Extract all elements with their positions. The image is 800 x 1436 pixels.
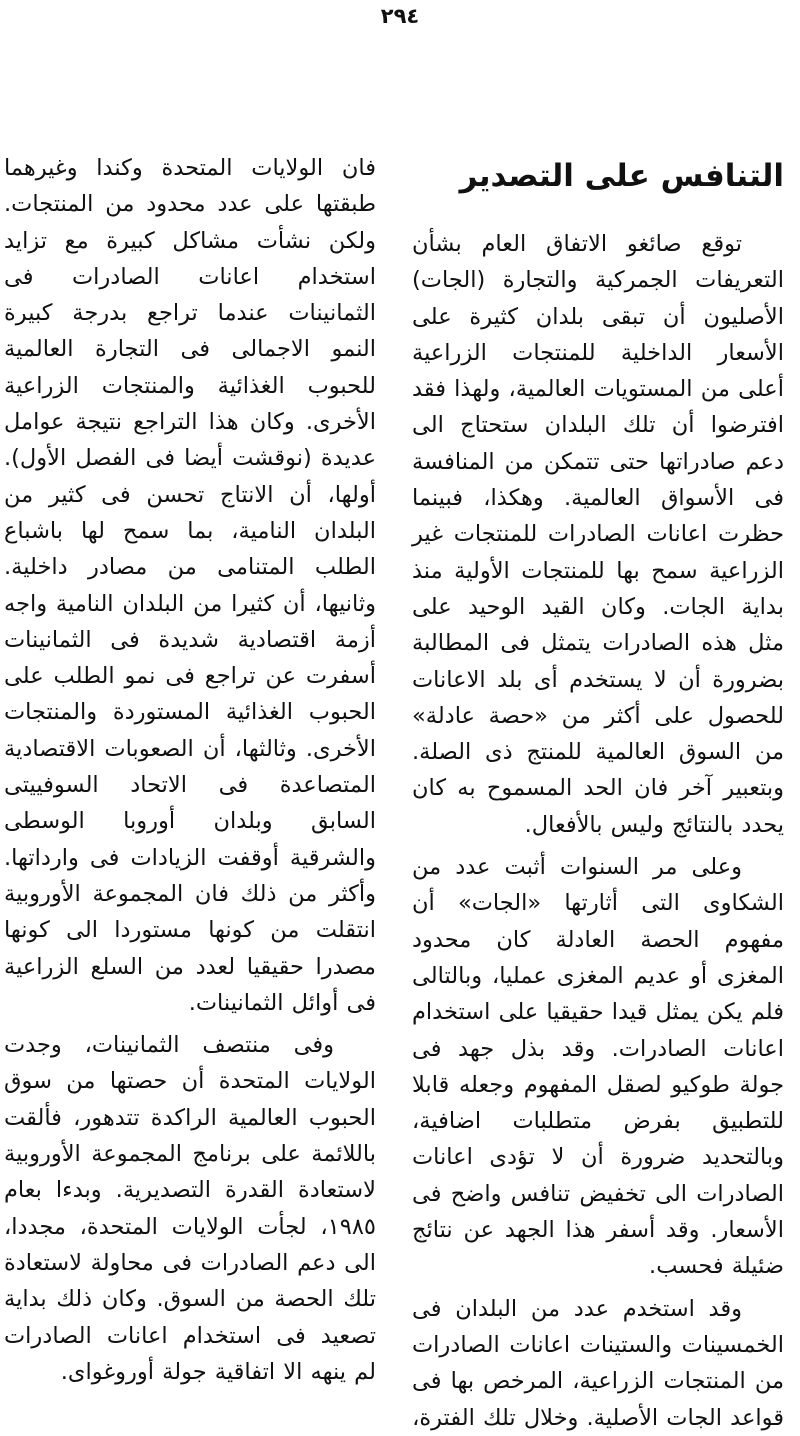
paragraph-right-3: وقد استخدم عدد من البلدان فى الخمسينات والستينات اعانات الصادرات من المنتجات الزراعية، المرخص بها فى قواعد الجات الأصلية. وخلال تلك الفترة، — [412, 1295, 784, 1431]
paragraph-right-1: توقع صائغو الاتفاق العام بشأن التعريفات الجمركية والتجارة (الجات) الأصليون أن تبقى بلدان كثيرة على الأسعار الداخلية للمنتجات الزراعية أعلى من المستويات العالمية، ولهذا فقد افترضوا أن تلك البلدان ستحتاج الى دعم صادراتها حتى تتمكن من المنافسة فى الأسواق العالمية. وهكذا، فبينما حظرت اعانات الصادرات للمنتجات غير الزراعية سمح بها للمنتجات الأولية منذ بداية الجات. وكان القيد الوحيد على مثل هذه الصادرات يتمثل فى المطالبة بضرورة أن لا يستخدم أى بلد الاعانات للحصول على أكثر من «حصة عادلة» من السوق العالمية للمنتج ذى الصلة. وبتعبير آخر فان الحد المسموح به كان يحدد بالنتائج وليس بالأفعال. — [412, 231, 784, 838]
page-number: ٢٩٤ — [380, 4, 420, 28]
section-heading: التنافس على التصدير — [459, 158, 784, 194]
paragraph-left-2: وفى منتصف الثمانينات، وجدت الولايات المتحدة أن حصتها من سوق الحبوب العالمية الراكدة تتدهور، فألقت باللائمة على برنامج المجموعة الأوروبية لاستعادة القدرة التصديرية. وبدءا بعام ١٩٨٥، لجأت الولايات المتحدة، مجددا، الى دعم الصادرات فى محاولة لاستعادة تلك الحصة من السوق. وكان ذلك بداية تصعيد فى استخدام اعانات الصادرات لم ينهه الا اتفاقية جولة أوروغواى. — [4, 1032, 376, 1385]
paragraph-right-2: وعلى مر السنوات أثبت عدد من الشكاوى التى أثارتها «الجات» أن مفهوم الحصة العادلة كان محدود المغزى أو عديم المغزى عمليا، وبالتالى فلم يكن يمثل قيدا حقيقيا على استخدام اعانات الصادرات. وقد بذل جهد فى جولة طوكيو لصقل المفهوم وجعله قابلا للتطبيق بفرض متطلبات اضافية، وبالتحديد ضرورة أن لا تؤدى اعانات الصادرات الى تخفيض تنافس واضح فى الأسعار. وقد أسفر هذا الجهد عن نتائج ضئيلة فحسب. — [412, 854, 784, 1280]
right-column — [412, 156, 784, 1436]
paragraph-left-1: فان الولايات المتحدة وكندا وغيرهما طبقتها على عدد محدود من المنتجات. ولكن نشأت مشاكل كبيرة مع تزايد استخدام اعانات الصادرات فى الثمانينات عندما تراجع بدرجة كبيرة النمو الاجمالى فى التجارة العالمية للحبوب الغذائية والمنتجات الزراعية الأخرى. وكان هذا التراجع نتيجة عوامل عديدة (نوقشت أيضا فى الفصل الأول). أولها، أن الانتاج تحسن فى كثير من البلدان النامية، بما سمح لها باشباع الطلب المتنامى من مصادر داخلية. وثانيها، أن كثيرا من البلدان النامية واجه أزمة اقتصادية شديدة فى الثمانينات أسفرت عن تراجع فى نمو الطلب على الحبوب الغذائية المستوردة والمنتجات الأخرى. وثالثها، أن الصعوبات الاقتصادية المتصاعدة فى الاتحاد السوفييتى السابق وبلدان أوروبا الوسطى والشرقية أوقفت الزيادات فى وارداتها. وأكثر من ذلك فان المجموعة الأوروبية انتقلت من كونها مستوردا الى كونها مصدرا حقيقيا لعدد من السلع الزراعية فى أوائل الثمانينات. — [4, 155, 376, 1016]
left-column — [4, 150, 376, 1390]
